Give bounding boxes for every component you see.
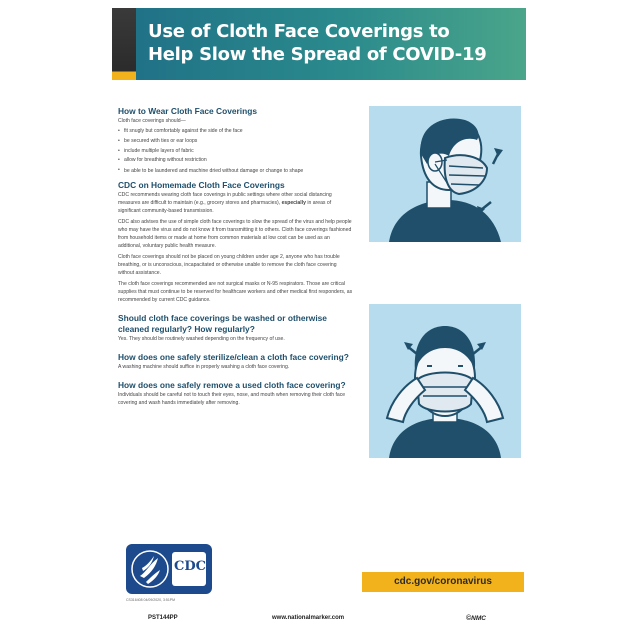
faq-answer-3: Individuals should be careful not to touch their eyes, nose, and mouth when removing their cloth face covering and wash hands immediately after removing. bbox=[118, 392, 346, 407]
cdc-url: cdc.gov/coronavirus bbox=[394, 576, 492, 587]
how-to-wear-list bbox=[118, 127, 354, 175]
cdc-paragraph-1 bbox=[118, 191, 354, 215]
faq-question-2: How does one safely sterilize/clean a cloth face covering? bbox=[118, 352, 349, 363]
list-item: • be able to be laundered and machine dried without damage or change to shape bbox=[118, 166, 354, 175]
footer-website: www.nationalmarker.com bbox=[272, 615, 345, 621]
product-code: PST144PP bbox=[148, 615, 178, 621]
poster-title bbox=[148, 20, 518, 66]
paragraph-text: in areas of significant community-based transmission. bbox=[118, 200, 332, 215]
cdc-homemade-heading: CDC on Homemade Cloth Face Coverings bbox=[118, 180, 285, 191]
faq-question-1: Should cloth face coverings be washed or otherwise cleaned regularly? How regularly? bbox=[118, 313, 327, 335]
cdc-paragraph-4: The cloth face coverings recommended are not surgical masks or N-95 respirators. Those are critical supplies that must continue to be reserved for healthcare workers and other medical first responders, as recommended by current CDC guidance. bbox=[118, 281, 353, 304]
title-banner bbox=[112, 8, 526, 80]
mask-side-view-illustration bbox=[369, 106, 521, 242]
cdc-logo-text: CDC bbox=[174, 559, 206, 574]
faq-answer-1: Yes. They should be routinely washed depending on the frequency of use. bbox=[118, 336, 285, 343]
cdc-hhs-logo bbox=[126, 544, 212, 594]
faq-answer-2: A washing machine should suffice in properly washing a cloth face covering. bbox=[118, 364, 290, 371]
title-line-2: Help Slow the Spread of COVID-19 bbox=[148, 44, 487, 65]
list-item: • fit snugly but comfortably against the side of the face bbox=[118, 127, 354, 137]
cdc-paragraph-2: CDC also advises the use of simple cloth face coverings to slow the spread of the virus and help people who may have the virus and do not know it from transmitting it to others. Cloth face coverings fashioned from household items or made at home from common materials at low cost can be used as an additional, voluntary public health measure. bbox=[118, 219, 352, 250]
document-id: CS316408 04/09/2020, 3:51PM bbox=[126, 598, 176, 602]
how-to-wear-heading: How to Wear Cloth Face Coverings bbox=[118, 106, 257, 116]
cdc-badge bbox=[172, 552, 206, 586]
list-item: • allow for breathing without restriction bbox=[118, 156, 354, 166]
person-side-mask-icon bbox=[369, 106, 521, 242]
faq-question-3: How does one safely remove a used cloth face covering? bbox=[118, 380, 346, 391]
main-text-column bbox=[118, 106, 354, 407]
how-to-wear-intro: Cloth face coverings should— bbox=[118, 118, 186, 124]
nmc-brand bbox=[466, 615, 486, 622]
emphasis-text: especially bbox=[281, 200, 306, 207]
nmc-brand-text: NMC bbox=[471, 615, 486, 622]
banner-accent-bar bbox=[112, 8, 136, 80]
mask-front-view-illustration bbox=[369, 304, 521, 458]
poster-footer bbox=[112, 615, 526, 627]
hhs-eagle-icon bbox=[128, 544, 172, 594]
cdc-paragraph-3: Cloth face coverings should not be placed on young children under age 2, anyone who has trouble breathing, or is unconscious, incapacitated or otherwise unable to remove the cloth face covering without assistance. bbox=[118, 254, 340, 277]
url-banner bbox=[362, 572, 524, 592]
list-item: • be secured with ties or ear loops bbox=[118, 137, 354, 147]
title-line-1: Use of Cloth Face Coverings to bbox=[148, 21, 450, 42]
nmc-mark-icon: © bbox=[466, 615, 472, 622]
list-item: • include multiple layers of fabric bbox=[118, 147, 354, 157]
poster bbox=[112, 8, 526, 630]
paragraph-text: CDC recommends wearing cloth face coverings in public settings where other social distancing measures are difficult to maintain (e.g., grocery stores and pharmacies), bbox=[118, 192, 332, 207]
person-front-mask-icon bbox=[369, 304, 521, 458]
